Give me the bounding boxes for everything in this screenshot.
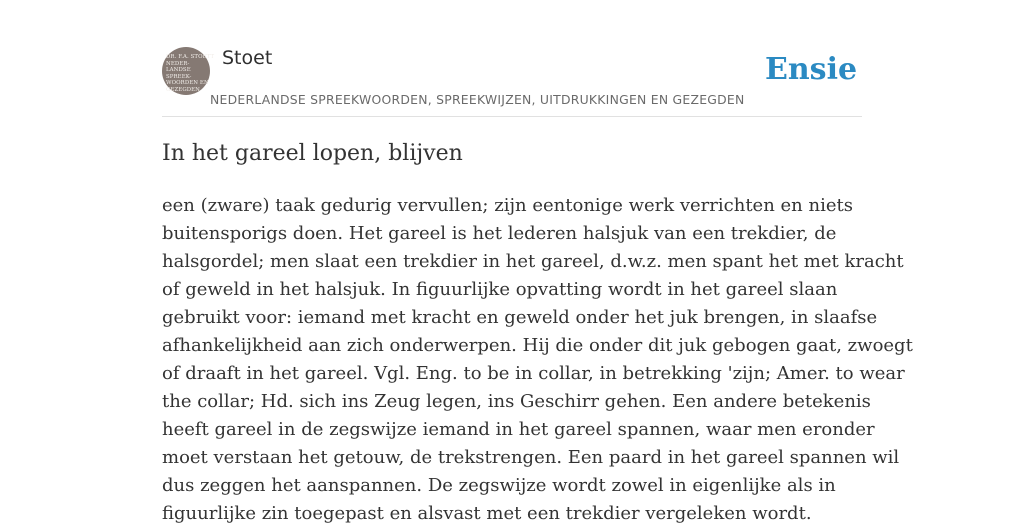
body-line: dus zeggen het aanspannen. De zegswijze wordt zowel in eigenlijke als in — [162, 475, 836, 496]
source-subtitle: NEDERLANDSE SPREEKWOORDEN, SPREEKWIJZEN, UITDRUKKINGEN EN GEZEGDEN — [210, 92, 745, 107]
entry-body — [162, 192, 913, 528]
body-line: gebruikt voor: iemand met kracht en geweld onder het juk brengen, in slaafse — [162, 307, 878, 328]
body-line: buitensporigs doen. Het gareel is het lederen halsjuk van een trekdier, de — [162, 223, 837, 244]
body-line: figuurlijke zin toegepast en alsvast met een trekdier vergeleken wordt. — [162, 503, 812, 524]
body-line: halsgordel; men slaat een trekdier in het gareel, d.w.z. men spant het met kracht — [162, 251, 904, 272]
header — [162, 46, 862, 117]
body-line: moet verstaan het getouw, de trekstrengen. Een paard in het gareel spannen wil — [162, 447, 900, 468]
body-line: een (zware) taak gedurig vervullen; zijn eentonige werk verrichten en niets — [162, 195, 853, 216]
body-line: heeft gareel in de zegswijze iemand in het gareel spannen, waar men eronder — [162, 419, 875, 440]
body-line: of draaft in het gareel. Vgl. Eng. to be in collar, in betrekking 'zijn; Amer. to wear — [162, 363, 905, 384]
avatar-line: DR. F.A. STOETT — [166, 54, 215, 60]
source-name-link[interactable]: Stoet — [222, 47, 273, 69]
body-line: of geweld in het halsjuk. In figuurlijke opvatting wordt in het gareel slaan — [162, 279, 838, 300]
avatar-text — [166, 54, 215, 94]
ensie-logo-link[interactable]: Ensie — [765, 52, 858, 87]
entry-title: In het gareel lopen, blijven — [162, 141, 463, 166]
body-line: the collar; Hd. sich ins Zeug legen, ins Geschirr gehen. Een andere betekenis — [162, 391, 871, 412]
avatar-line: SPREEK- — [166, 73, 192, 80]
avatar-line: NEDER- — [166, 60, 190, 67]
source-avatar[interactable] — [162, 47, 215, 95]
body-line: afhankelijkheid aan zich onderwerpen. Hij die onder dit juk gebogen gaat, zwoegt — [162, 335, 913, 356]
avatar-line: LANDSE — [166, 67, 191, 74]
avatar-line: WOORDEN EN — [166, 80, 209, 87]
avatar-line: GEZEGDEN — [166, 86, 201, 93]
